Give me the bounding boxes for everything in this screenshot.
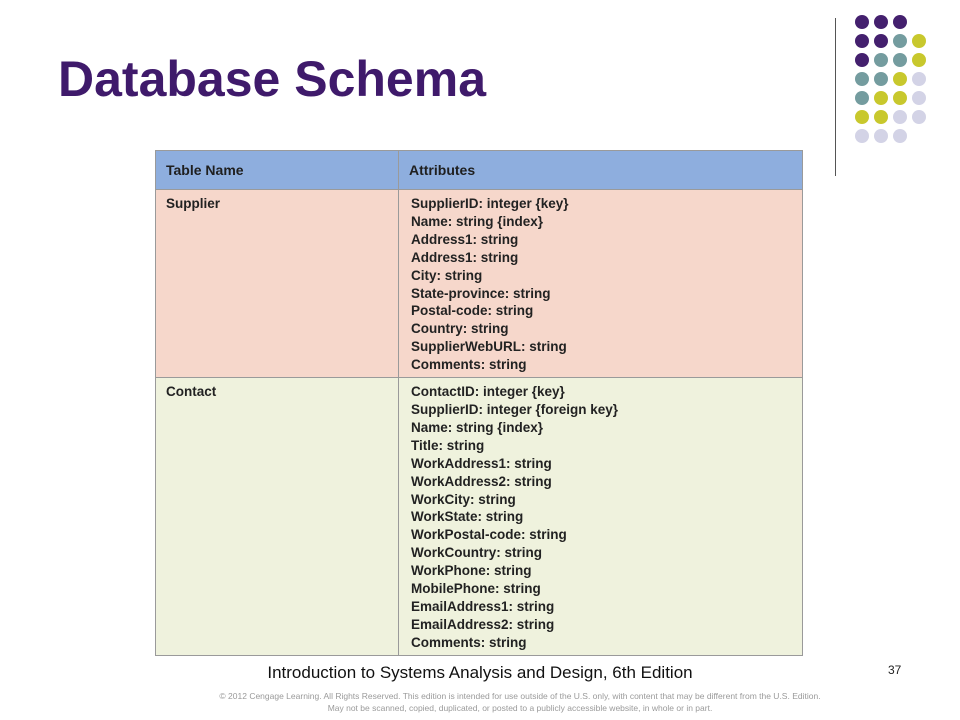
vertical-divider — [835, 18, 836, 176]
header-attributes: Attributes — [399, 151, 803, 190]
decorative-dot — [893, 53, 907, 67]
table-header-row — [156, 151, 803, 190]
decorative-dot — [874, 34, 888, 48]
attribute-item: WorkAddress2: string — [411, 473, 552, 489]
decorative-dot — [855, 15, 869, 29]
attribute-item: Title: string — [411, 437, 485, 453]
decorative-dot — [855, 53, 869, 67]
decorative-dot — [874, 15, 888, 29]
attribute-item: WorkCity: string — [411, 491, 516, 507]
decorative-dot — [855, 91, 869, 105]
decorative-dot — [874, 129, 888, 143]
attribute-item: Postal-code: string — [411, 303, 534, 319]
attribute-item: WorkPhone: string — [411, 563, 532, 579]
attribute-item: Country: string — [411, 321, 509, 337]
attribute-item: EmailAddress1: string — [411, 598, 555, 614]
decorative-dot — [893, 91, 907, 105]
attribute-item: City: string — [411, 267, 483, 283]
decorative-dot — [874, 72, 888, 86]
decorative-dot — [893, 15, 907, 29]
table-name-cell: Contact — [156, 378, 399, 656]
copyright-notice — [0, 690, 960, 714]
attribute-item: WorkPostal-code: string — [411, 527, 567, 543]
attribute-item: SupplierWebURL: string — [411, 339, 567, 355]
attributes-cell — [399, 378, 803, 656]
copyright-line-1: © 2012 Cengage Learning. All Rights Reserved. This edition is intended for use outside of the U.S. only, with content that may be different from the U.S. Edition. — [219, 691, 821, 701]
decorative-dot — [912, 91, 926, 105]
attribute-item: SupplierID: integer {key} — [411, 196, 569, 211]
table-row — [156, 378, 803, 656]
attribute-item: WorkAddress1: string — [411, 455, 552, 471]
decorative-dot — [893, 110, 907, 124]
table-name-cell: Supplier — [156, 190, 399, 378]
decorative-dot — [893, 129, 907, 143]
attribute-item: ContactID: integer {key} — [411, 384, 565, 400]
attribute-item: State-province: string — [411, 285, 551, 301]
attribute-item: WorkCountry: string — [411, 545, 542, 561]
decorative-dot — [855, 110, 869, 124]
decorative-dot — [912, 34, 926, 48]
decorative-dot — [893, 72, 907, 86]
attribute-item: MobilePhone: string — [411, 581, 541, 597]
attribute-item: SupplierID: integer {foreign key} — [411, 401, 619, 417]
schema-table — [155, 150, 803, 656]
attribute-item: WorkState: string — [411, 509, 524, 525]
attribute-item: Address1: string — [411, 231, 519, 247]
slide-title: Database Schema — [58, 51, 487, 107]
decorative-dot — [855, 34, 869, 48]
attribute-item: Name: string {index} — [411, 419, 544, 435]
attribute-item: Name: string {index} — [411, 213, 544, 229]
attribute-item: Address1: string — [411, 249, 519, 265]
attributes-cell — [399, 190, 803, 378]
attribute-item: Comments: string — [411, 357, 527, 373]
decorative-dot — [912, 53, 926, 67]
copyright-line-2: May not be scanned, copied, duplicated, or posted to a publicly accessible website, in whole or in part. — [327, 703, 713, 713]
decorative-dot — [893, 34, 907, 48]
book-title: Introduction to Systems Analysis and Design, 6th Edition — [267, 663, 693, 682]
header-table-name: Table Name — [156, 151, 399, 190]
decorative-dot — [855, 72, 869, 86]
attribute-item: EmailAddress2: string — [411, 616, 555, 632]
decorative-dot — [874, 91, 888, 105]
table-row — [156, 190, 803, 378]
decorative-dot — [874, 110, 888, 124]
decorative-dot — [855, 129, 869, 143]
attribute-item: Comments: string — [411, 634, 527, 650]
page-number: 37 — [888, 663, 902, 677]
decorative-dot — [912, 72, 926, 86]
decorative-dot — [874, 53, 888, 67]
decorative-dot — [912, 110, 926, 124]
